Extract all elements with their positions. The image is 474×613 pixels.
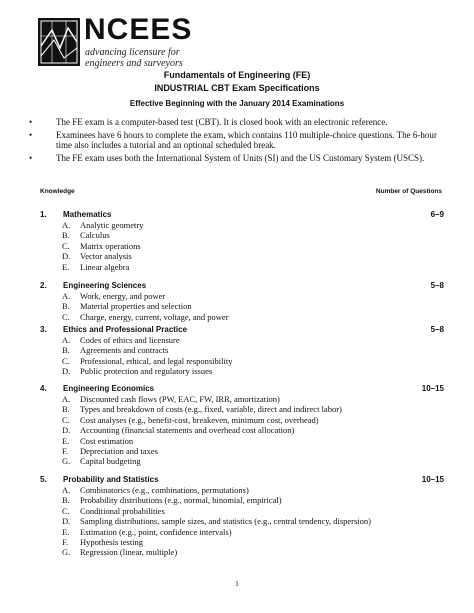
topic-letter: A.: [62, 485, 71, 495]
topic-item: [40, 291, 444, 301]
topic-item: [40, 251, 444, 261]
intro-bullet-text: Examinees have 6 hours to complete the exam, which contains 110 multiple-choice questions. The 6-hour time also includes a tutorial and an optional scheduled break.: [56, 129, 437, 150]
topic-item: [40, 456, 444, 466]
section-title: Probability and Statistics: [63, 475, 159, 484]
topic-item: [40, 425, 444, 435]
page-number: 1: [235, 580, 239, 588]
topic-letter: D.: [62, 425, 71, 436]
section-title: Engineering Sciences: [63, 281, 147, 290]
topic-item: [40, 262, 444, 272]
topic-letter: A.: [62, 394, 71, 404]
topic-text: Analytic geometry: [80, 220, 144, 230]
topic-letter: E.: [62, 261, 70, 272]
topic-item: [40, 436, 444, 446]
topic-text: Charge, energy, current, voltage, and power: [80, 311, 229, 322]
section-question-count: 10–15: [421, 475, 444, 484]
topic-item: [40, 404, 444, 414]
section-number: 2.: [40, 281, 47, 290]
topic-letter: A.: [62, 291, 71, 301]
section-heading: [40, 383, 444, 394]
logo-wordmark: NCEES: [84, 13, 193, 46]
topic-letter: A.: [62, 220, 71, 230]
topic-text: Professional, ethical, and legal responsibility: [80, 355, 233, 366]
topic-item: [40, 394, 444, 404]
topic-letter: A.: [62, 335, 71, 345]
topic-text: Hypothesis testing: [80, 537, 144, 548]
topic-text: Public protection and regulatory issues: [80, 366, 213, 377]
topic-text: Linear algebra: [80, 261, 130, 272]
topic-text: Codes of ethics and licensure: [80, 335, 180, 345]
topic-letter: G.: [62, 547, 71, 558]
topic-text: Combinatorics (e.g., combinations, permutations): [80, 485, 249, 495]
intro-bullet-text: The FE exam is a computer-based test (CBT). It is closed book with an electronic reference.: [56, 117, 388, 127]
topic-list: [40, 291, 444, 322]
topic-letter: B.: [62, 495, 70, 506]
topic-letter: E.: [62, 526, 70, 537]
section-question-count: 6–9: [430, 210, 444, 219]
question-count-column-header: Number of Questions: [375, 188, 442, 195]
topic-item: [40, 547, 444, 557]
topic-letter: C.: [62, 505, 70, 516]
topic-letter: F.: [62, 537, 69, 548]
topic-text: Depreciation and taxes: [80, 446, 158, 457]
topic-letter: C.: [62, 414, 70, 425]
topic-item: [40, 366, 444, 376]
topic-text: Probability distributions (e.g., normal, binomial, empirical): [80, 495, 282, 506]
effective-date-line: Effective Beginning with the January 2014 Examinations: [129, 99, 345, 108]
topic-text: Accounting (financial statements and overhead cost allocation): [80, 425, 295, 436]
document-subtitle: INDUSTRIAL CBT Exam Specifications: [154, 83, 320, 93]
topic-letter: B.: [62, 301, 70, 312]
section-title: Ethics and Professional Practice: [63, 325, 188, 334]
topic-letter: B.: [62, 230, 70, 241]
topic-text: Calculus: [80, 230, 110, 241]
topic-letter: B.: [62, 345, 70, 356]
section-question-count: 5–8: [430, 281, 444, 290]
topic-text: Agreements and contracts: [80, 345, 169, 356]
topic-list: [40, 394, 444, 467]
topic-item: [40, 506, 444, 516]
topic-text: Conditional probabilities: [80, 505, 165, 516]
topic-text: Vector analysis: [80, 251, 132, 262]
topic-item: [40, 485, 444, 495]
document-title: Fundamentals of Engineering (FE): [163, 70, 311, 80]
section-number: 3.: [40, 325, 47, 334]
topic-item: [40, 220, 444, 230]
topic-item: [40, 356, 444, 366]
ncees-logo-mark-icon: [38, 18, 80, 66]
intro-bullet: [26, 117, 446, 128]
topic-text: Capital budgeting: [80, 456, 141, 467]
topic-text: Work, energy, and power: [80, 291, 166, 301]
topic-letter: F.: [62, 446, 69, 457]
topic-list: [40, 485, 444, 558]
topic-text: Estimation (e.g., point, confidence intervals): [80, 526, 232, 537]
intro-bullet-text: The FE exam uses both the International System of Units (SI) and the US Customary System (USCS).: [56, 152, 425, 163]
topic-list: [40, 220, 444, 272]
topic-item: [40, 537, 444, 547]
logo-tagline-line2: engineers and surveyors: [85, 58, 183, 69]
topic-text: Discounted cash flows (PW, EAC, FW, IRR, amortization): [80, 394, 280, 404]
section-number: 5.: [40, 475, 47, 484]
intro-bullet: [26, 130, 446, 151]
section-heading: [40, 209, 444, 220]
topic-text: Sampling distributions, sample sizes, and statistics (e.g., central tendency, dispersion): [80, 516, 371, 527]
topic-letter: E.: [62, 435, 70, 446]
knowledge-section-engineering-sciences: [40, 280, 444, 322]
topic-letter: B.: [62, 404, 70, 415]
topic-letter: C.: [62, 311, 70, 322]
section-question-count: 5–8: [430, 325, 444, 334]
section-number: 4.: [40, 384, 47, 393]
section-question-count: 10–15: [421, 384, 444, 393]
topic-item: [40, 312, 444, 322]
logo-tagline-line1: advancing licensure for: [85, 47, 180, 58]
topic-letter: C.: [62, 355, 70, 366]
topic-list: [40, 335, 444, 377]
topic-item: [40, 301, 444, 311]
bullet-icon: •: [29, 152, 33, 163]
topic-letter: G.: [62, 456, 71, 467]
intro-bullet: [26, 153, 446, 164]
section-heading: [40, 324, 444, 335]
topic-item: [40, 241, 444, 251]
ncees-logo: [38, 14, 238, 72]
section-heading: [40, 280, 444, 291]
topic-letter: C.: [62, 240, 70, 251]
topic-text: Cost estimation: [80, 435, 134, 446]
knowledge-column-header: Knowledge: [40, 188, 75, 195]
logo-tagline: [85, 47, 183, 69]
bullet-icon: •: [29, 129, 33, 140]
knowledge-section-mathematics: [40, 209, 444, 272]
topic-item: [40, 527, 444, 537]
topic-text: Types and breakdown of costs (e.g., fixed, variable, direct and indirect labor): [80, 404, 342, 415]
topic-text: Cost analyses (e.g., benefit-cost, breakeven, minimum cost, overhead): [80, 414, 319, 425]
topic-letter: D.: [62, 366, 71, 377]
topic-item: [40, 495, 444, 505]
topic-text: Matrix operations: [80, 240, 141, 251]
topic-item: [40, 415, 444, 425]
topic-text: Regression (linear, multiple): [80, 547, 178, 558]
bullet-icon: •: [29, 117, 33, 127]
topic-item: [40, 446, 444, 456]
knowledge-section-engineering-economics: [40, 383, 444, 467]
topic-item: [40, 230, 444, 240]
topic-item: [40, 516, 444, 526]
topic-item: [40, 335, 444, 345]
section-number: 1.: [40, 210, 47, 219]
topic-letter: D.: [62, 251, 71, 262]
intro-bullet-list: [26, 117, 446, 165]
knowledge-section-probability-statistics: [40, 474, 444, 558]
knowledge-section-ethics: [40, 324, 444, 377]
topic-letter: D.: [62, 516, 71, 527]
topic-item: [40, 345, 444, 355]
section-heading: [40, 474, 444, 485]
topic-text: Material properties and selection: [80, 301, 192, 312]
section-title: Engineering Economics: [63, 384, 155, 393]
section-title: Mathematics: [63, 210, 112, 219]
